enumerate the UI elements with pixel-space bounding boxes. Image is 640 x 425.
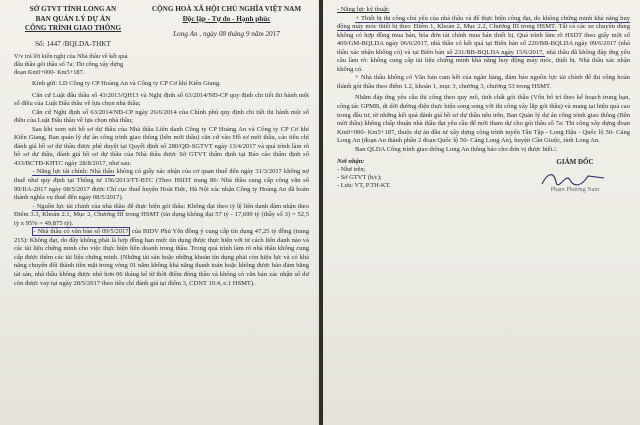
bank-letter-text: của BIDV Phú Yên đồng ý cung cấp tín dụng 47,25 tỷ đồng (trang 215): Không đạt, do đây không phải là hợp đồng hạn mức tín dụng được thực hiện với tư cách liên danh nào và các tài liệu chứng minh cho việc thực hiện liên doanh trong thầu. Trong quá trình làm rõ nhà thầu không cung cấp được thêm các tài liệu chứng minh. (Những tài sản hoặc những khoản tín dụng phải còn hiệu lực và có khả năng chuyển đổi thành tiền mặt trong vòng 01 năm không khả năng thanh toán hoặc không được bảo đảm bằng tài sản, nhà thầu không được nhỏ hơn 06 tháng kể từ thời điểm đóng thầu và không có văn bản xác nhận số dư còn được vay tại ngày 28/5/2017 theo tiêu chí đánh giá tại điểm 3, CDNT 10.4, e.1 HSMT). — [14, 228, 309, 287]
closing-paragraph: Ban QLDA Công trình giao thông Long An thông báo cho đơn vị được biết./. — [355, 145, 558, 153]
financial-resources-highlight: - Nguồn lực tài chính của nhà thầu — [32, 202, 125, 210]
recipient-2: - Sở GTVT (b/c); — [337, 174, 382, 182]
recipients-block — [337, 158, 457, 194]
financial-resources-text: để thực hiện gói thầu: Không đạt theo tỷ lệ liên danh đảm nhận theo Điểm 3.3, Khoản 2.1, Mục 2, Chương III trong HSMT (tín dụng không đạt 57 tỷ - 17,699 tỷ (thầy số 3) = 52,5 tỷ x 95% = 49,875 tỷ). — [14, 202, 309, 227]
recipient-1: - Như trên; — [337, 166, 366, 174]
financial-resources-paragraph — [14, 203, 309, 229]
org-line-3: CÔNG TRÌNH GIAO THÔNG — [24, 24, 122, 32]
legal-basis-1: Căn cứ Luật đấu thầu số 43/2013/QH13 và Nghị định số 63/2014/NĐ-CP quy định chi tiết thi hành một số điều của Luật Đấu thầu về lựa chọn nhà thầu; — [14, 91, 309, 108]
recipients-heading: Nơi nhận: — [337, 158, 365, 166]
financial-capacity-highlight: - Năng lực tài chính: Nhà thầu — [32, 168, 115, 176]
bank-letter-highlight: - Nhà thầu có văn bản số 09/5/2017 — [33, 228, 129, 236]
handwritten-signature — [538, 168, 608, 190]
national-header — [144, 5, 309, 49]
republic-name: CỘNG HOÀ XÃ HỘI CHỦ NGHĨA VIỆT NAM — [151, 5, 302, 13]
letter-page-right — [323, 0, 640, 425]
equipment-highlight-b: Điểm 1, Khoản 2, Mục 2.2, Chương III trong HSMT. — [413, 23, 557, 31]
equipment-highlight-a: + Thiết bị thi công chủ yếu của nhà thầu và để thực hiện công đạt, do không chứng minh khả năng huy động máy móc thiết bị theo — [337, 14, 630, 31]
minutes-231-highlight: số 231/BB-BQLDA ngày 15/6/2017, — [446, 48, 545, 56]
letter-header — [14, 5, 309, 49]
technical-capacity-heading: - Năng lực kỹ thuật: — [337, 6, 390, 13]
org-line-1: SỞ GTVT TỈNH LONG AN — [29, 5, 117, 13]
financial-capacity-paragraph — [14, 168, 309, 202]
equipment-text-c: Tất cả các xe chuyên dùng không có hợp đồng mua bán, hóa đơn tài chính mua bán thiết bị. Quá trình làm rõ HSDT theo giấy mời số 409/GM-BQLDA ngày 06/6/2017, nhà thầu có kết quả tại Biên bản số 220/BB-BQLDA ngày 09/6/2017 (nhà thầu xác nhận không có) và tại Biên bản — [337, 23, 630, 56]
equipment-paragraph — [337, 15, 630, 75]
issuing-organization — [14, 5, 132, 49]
org-line-2: BAN QUẢN LÝ DỰ ÁN — [35, 14, 111, 23]
evaluation-intro: Sau khi xem xét hồ sơ dự thầu của Nhà thầu Liên danh Công ty CP Hoàng An và Công ty CP Cơ khí Kiên Giang, Ban quản lý dự án công trình giao thông (bên mời thầu) căn cứ vào Hồ sơ mời thầu, các tiêu chí đánh giá hồ sơ dự thầu được phê duyệt tại Quyết định số 280/QĐ-SGTVT ngày 13/4/2017 và quá trình làm rõ hồ sơ dự thầu, đánh giá hồ sơ dự thầu của Nhà thầu được Sở GTVT thẩm định tại Báo cáo thẩm định số 433/BCTĐ-KHTC ngày 28/8/2017, như sau: — [14, 125, 309, 167]
legal-basis-2: Căn cứ Nghị định số 63/2014/NĐ-CP ngày 26/6/2014 của Chính phủ quy định chi tiết thi hành một số điều của Luật Đấu thầu về lựa chọn nhà thầu; — [14, 108, 309, 125]
issue-date: Long An , ngày 08 tháng 9 năm 2017 — [173, 30, 280, 38]
decision-paragraph: Nhằm đáp ứng yêu cầu thi công theo quy mô, tính chất gói thầu (Vốn bố trí theo kế hoạch trung hạn, công tác GPMB, di dời đường điện thực hiện song song với thi công xây lắp gói thầu) và mang tại hiệu quả cao trong đầu tư, từ những kết quả đánh giá hồ sơ dự thầu nêu trên, Ban Quản lý dự án công trình giao thông (Bên mời thầu) không chấp thuận nhà thầu đạt yêu cầu để mời tham dự cho gói thầu số 7a: Thi công xây dựng đoạn Km0+000- Km5+187, thuộc dự án đầu tư xây dựng công trình tuyến Tân Tập - Long Hậu - Quốc lộ 50- Cảng Long An (đoạn An thành phần 2 đoạn Quốc lộ 50- Cảng Long An), huyện Cần Giuộc, tỉnh Long An. — [337, 94, 630, 145]
letter-page-left — [0, 0, 319, 425]
signer-block — [520, 158, 630, 194]
letter-subject: V/v trả lời kiến nghị của Nhà thầu về kết quả đấu thầu gói thầu số 7a: Thi công xây dựng đoạn Km0+000- Km5+187. — [14, 53, 128, 76]
national-motto: Độc lập - Tự do - Hạnh phúc — [182, 14, 271, 23]
signer-title: GIÁM ĐỐC — [556, 158, 594, 167]
equipment-text-e: nhà thầu đã không đáp ứng yêu cầu làm rõ: không cung cấp tài liệu chứng minh khả năng huy động máy móc, thiết bị. Nhà thầu xác nhận không có. — [337, 48, 631, 73]
recipient-3: - Lưu: VT, P.TH-KT. — [337, 182, 391, 190]
bank-letter-paragraph — [14, 228, 309, 288]
document-number: Số: 1447 /BQLDA-THKT — [35, 39, 111, 48]
bank-commitment-paragraph: + Nhà thầu không có Văn bản cam kết của ngân hàng, đảm bảo nguồn lực tài chính để thi công hoàn thành gói thầu theo điểm 1.2, khoản 1, mục 3, chương 3, chương 53 trong HSMT. — [337, 74, 630, 90]
salutation: Kính gửi: LD Công ty CP Hoàng An và Công ty CP Cơ khí Kiên Giang. — [32, 80, 221, 87]
signature-area — [337, 158, 630, 194]
financial-capacity-text: không có giấy xác nhận của cơ quan thuế đến ngày 31/3/2017 không nợ thuế như quy định tại Thông tư 156/2013/TT-BTC (Theo HSDT trang 86: Nhà thầu cung cấp công văn số 99/IIA-2017 ngày 08/5/2017 được Chi cục thuế huyện Hoài Đức, Hà Nội xác nhận Công ty Hoàng An đã hoàn thành nghĩa vụ thuế đến ngày 08/5/2017). — [14, 168, 309, 202]
signer-name: Phạm Phương Nam — [550, 186, 600, 194]
